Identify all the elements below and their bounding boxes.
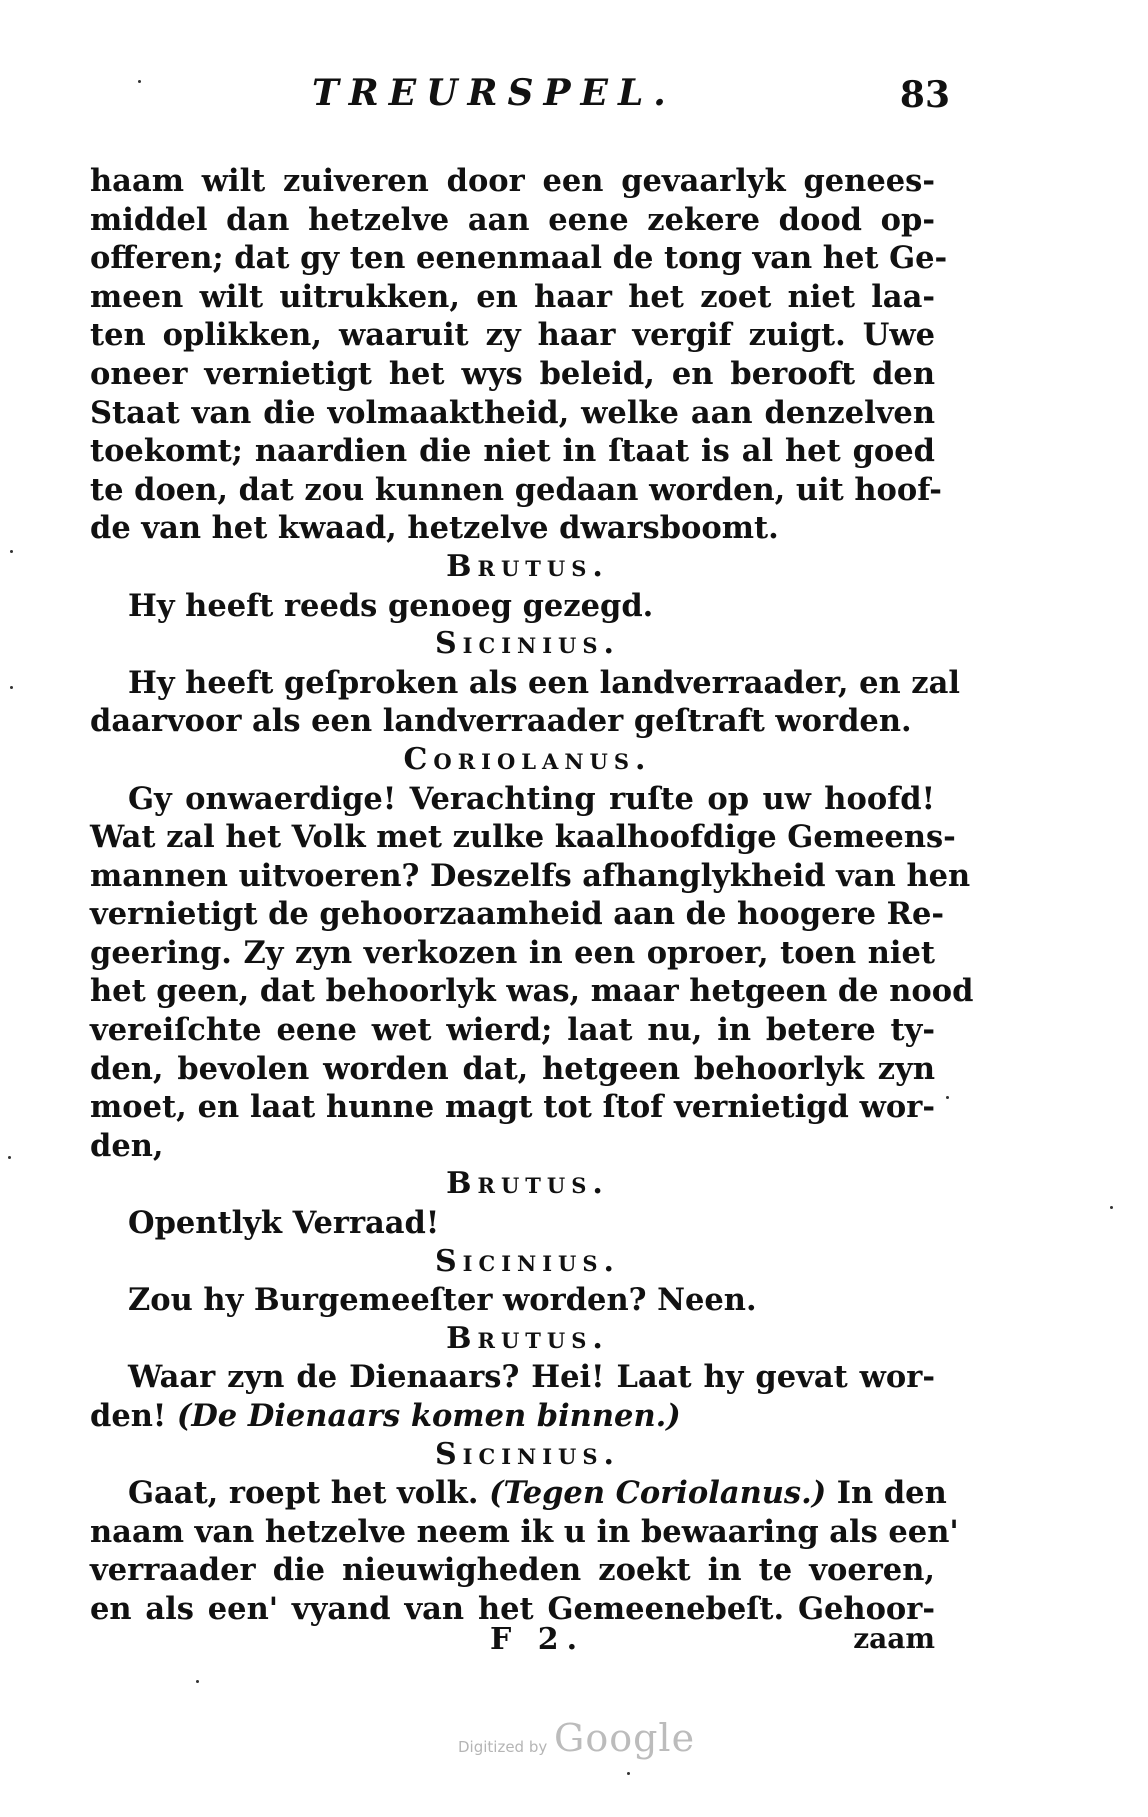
speech-line: naam van hetzelve neem ik u in bewaaring als een' <box>90 1513 959 1550</box>
text-line: middel dan hetzelve aan eene zekere dood op- <box>90 201 935 238</box>
stage-direction: (De Dienaars komen binnen.) <box>176 1398 681 1434</box>
digitization-watermark <box>458 1716 718 1766</box>
speaker-heading: Brutus. <box>446 548 609 584</box>
print-speck <box>10 550 13 553</box>
speaker-heading: Coriolanus. <box>403 741 652 777</box>
speech-line: vereiſchte eene wet wierd; laat nu, in betere ty- <box>90 1012 935 1049</box>
speech-line: daarvoor als een landverraader geſtraft worden. <box>90 703 912 740</box>
page-footer <box>90 1622 935 1666</box>
speaker-heading: Brutus. <box>446 1320 609 1356</box>
print-speck <box>1110 1206 1113 1209</box>
text-line: haam wilt zuiveren door een gevaarlyk genees- <box>90 163 935 199</box>
text-line: de van het kwaad, hetzelve dwarsboomt. <box>90 510 779 547</box>
signature-mark: F 2. <box>490 1622 586 1657</box>
watermark-caption: Digitized by <box>458 1738 548 1756</box>
speech-line: den, bevolen worden dat, hetgeen behoorlyk zyn <box>90 1050 935 1087</box>
print-speck <box>10 686 13 689</box>
speech-text: Gaat, roept het volk. <box>128 1475 479 1512</box>
print-speck <box>138 80 141 83</box>
speech-line: Opentlyk Verraad! <box>128 1205 440 1242</box>
speech-line: geering. Zy zyn verkozen in een oproer, toen niet <box>90 934 935 971</box>
speech-line <box>90 1397 935 1436</box>
print-speck <box>627 1772 630 1775</box>
speech-text: In den <box>836 1475 947 1512</box>
page-header <box>300 72 950 122</box>
catchword: zaam <box>853 1622 935 1655</box>
speech-line: Gy onwaerdige! Verachting ruſte op uw hoofd! <box>128 780 935 817</box>
print-speck <box>8 1156 11 1159</box>
text-line: oneer vernietigt het wys beleid, en berooft den <box>90 355 935 392</box>
text-line: Staat van die volmaaktheid, welke aan denzelven <box>90 394 935 431</box>
main-text <box>90 162 974 1629</box>
stage-direction: (Tegen Coriolanus.) <box>489 1475 827 1512</box>
speaker-heading: Brutus. <box>446 1166 609 1202</box>
speaker-heading: Sicinius. <box>435 1243 620 1279</box>
running-title: TREURSPEL. <box>312 72 676 114</box>
watermark-logo: Google <box>554 1716 696 1760</box>
speech-line: verraader die nieuwigheden zoekt in te voeren, <box>90 1552 935 1589</box>
text-line: offeren; dat gy ten eenenmaal de tong van het Ge- <box>90 240 948 277</box>
text-line: ten oplikken, waaruit zy haar vergif zuigt. Uwe <box>90 317 935 354</box>
speaker-heading: Sicinius. <box>435 626 620 662</box>
speech-line: Waar zyn de Dienaars? Hei! Laat hy gevat wor- <box>128 1359 935 1396</box>
speech-line: den, <box>90 1127 164 1164</box>
print-speck <box>196 1680 199 1683</box>
text-line: meen wilt uitrukken, en haar het zoet niet laa- <box>90 278 935 315</box>
speech-text: den! <box>90 1398 167 1434</box>
speech-line: vernietigt de gehoorzaamheid aan de hoogere Re- <box>90 896 945 933</box>
speech-line <box>90 1474 947 1513</box>
print-speck <box>946 1096 949 1099</box>
speech-line: moet, en laat hunne magt tot ſtof vernietigd wor- <box>90 1089 935 1126</box>
text-line: toekomt; naardien die niet in ſtaat is al het goed <box>90 433 935 470</box>
speech-line: Hy heeft geſproken als een landverraader, en zal <box>128 664 960 701</box>
speech-line: het geen, dat behoorlyk was, maar hetgeen de nood <box>90 973 974 1010</box>
speech-line: Hy heeft reeds genoeg gezegd. <box>128 587 654 624</box>
text-line: te doen, dat zou kunnen gedaan worden, uit hoof- <box>90 471 942 508</box>
page-number: 83 <box>899 74 950 116</box>
speaker-heading: Sicinius. <box>435 1436 620 1472</box>
speech-line: Wat zal het Volk met zulke kaalhoofdige Gemeens- <box>90 819 956 856</box>
speech-line: mannen uitvoeren? Deszelfs afhanglykheid van hen <box>90 857 971 894</box>
speech-line: Zou hy Burgemeeſter worden? Neen. <box>128 1282 757 1319</box>
speech-line: en als een' vyand van het Gemeenebeſt. Gehoor- <box>90 1590 935 1627</box>
